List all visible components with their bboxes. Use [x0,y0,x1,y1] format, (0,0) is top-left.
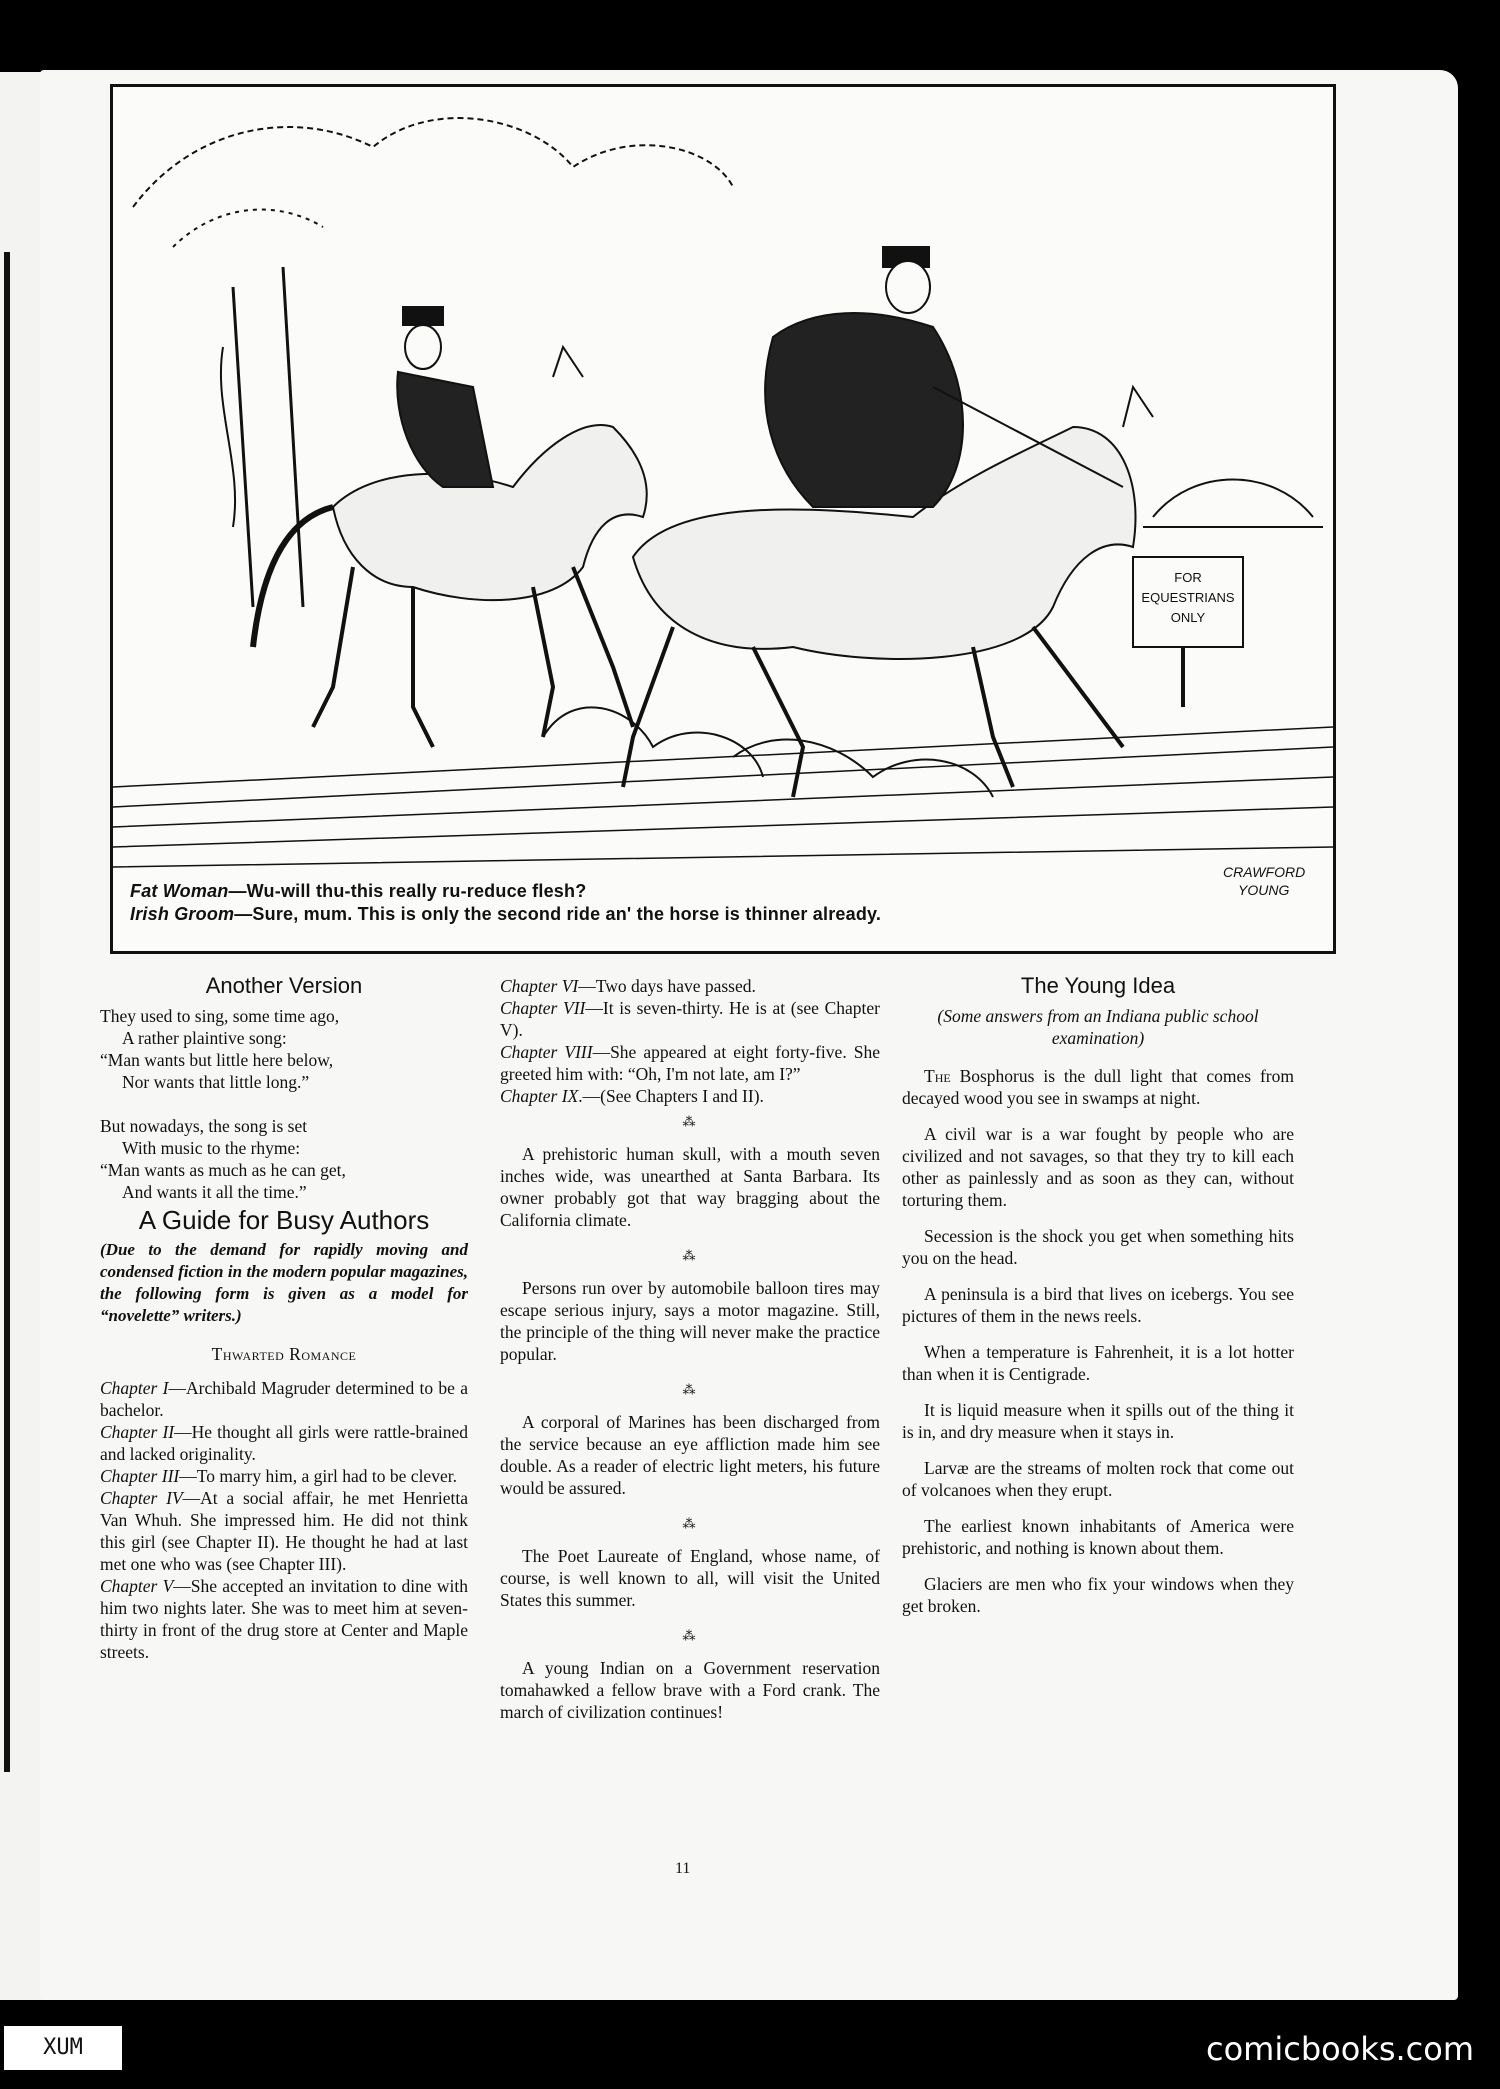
young-idea-intro: (Some answers from an Indiana public school examination) [937,1006,1259,1048]
guide-intro: (Due to the demand for rapidly moving and condensed fiction in the modern popular magazines, the following form is given as a model for “novelette” writers.) [100,1240,468,1325]
column-2 [500,975,880,1737]
news-item: Persons run over by automobile balloon tires may escape serious injury, says a motor magazine. Still, the principle of the thing will never make the practice popular. [500,1278,880,1364]
news-item: The Poet Laureate of England, whose name, of course, is well known to all, will visit the United States this summer. [500,1546,880,1610]
chapter-item: Chapter IV—At a social affair, he met Henrietta Van Whuh. She impressed him. He did not think this girl (see Chapter II). He thought he had at last met one who was (see Chapter III). [100,1488,468,1574]
cartoon-illustration [110,84,1336,954]
chapter-item: Chapter VIII—She appeared at eight forty-five. She greeted him with: “Oh, I'm not late, am I?” [500,1042,880,1084]
speaker-1-text: —Wu-will thu-this really ru-reduce flesh? [228,881,587,901]
column-1 [100,975,468,1663]
ornament-divider: ⁂ [682,1516,698,1531]
speaker-1: Fat Woman [130,881,229,901]
answer-item: The Bosphorus is the dull light that comes from decayed wood you see in swamps at night. [902,1066,1294,1108]
scan-tag: XUM [2,2024,124,2072]
news-item: A young Indian on a Government reservation tomahawked a fellow brave with a Ford crank. The march of civilization continues! [500,1658,880,1722]
horse-riders-drawing [113,87,1333,951]
chapter-item: Chapter IX.—(See Chapters I and II). [500,1086,764,1106]
chapter-item: Chapter II—He thought all girls were rattle-brained and lacked originality. [100,1422,468,1464]
speaker-2-text: —Sure, mum. This is only the second ride an' the horse is thinner already. [234,904,882,924]
news-item: A prehistoric human skull, with a mouth seven inches wide, was unearthed at Santa Barbara. Its owner probably got that way bragging about the California climate. [500,1144,880,1230]
chapter-item: Chapter V—She accepted an invitation to dine with him two nights later. She was to meet him at seven-thirty in front of the drug store at Center and Maple streets. [100,1576,468,1662]
ornament-divider: ⁂ [682,1628,698,1643]
answer-item: When a temperature is Fahrenheit, it is a lot hotter than when it is Centigrade. [902,1342,1294,1384]
site-watermark: comicbooks.com [1205,2030,1474,2068]
answer-item: Larvæ are the streams of molten rock that come out of volcanoes when they erupt. [902,1458,1294,1500]
answer-item: Secession is the shock you get when something hits you on the head. [902,1226,1294,1268]
answer-item: The earliest known inhabitants of America were prehistoric, and nothing is known about them. [902,1516,1294,1558]
answer-item: A civil war is a war fought by people who are civilized and not savages, so that they try to kill each other as painlessly and as soon as they can, without torturing them. [902,1124,1294,1210]
chapter-item: Chapter I—Archibald Magruder determined to be a bachelor. [100,1378,468,1420]
artist-signature-1: CRAWFORD [1223,864,1306,880]
answer-item: It is liquid measure when it spills out of the thing it is in, and dry measure when it stays in. [902,1400,1294,1442]
sign-line-2: EQUESTRIANS [1141,590,1235,605]
young-idea-title: The Young Idea [1020,973,1176,998]
cartoon-caption [130,880,881,926]
chapter-item: Chapter VI—Two days have passed. [500,976,756,996]
answer-item: Glaciers are men who fix your windows when they get broken. [902,1574,1294,1616]
ornament-divider: ⁂ [682,1248,698,1263]
sign-line-3: ONLY [1170,610,1206,625]
guide-title: A Guide for Busy Authors [138,1205,430,1235]
answer-item: A peninsula is a bird that lives on icebergs. You see pictures of them in the news reels. [902,1284,1294,1326]
page-number: 11 [675,1860,691,1877]
ornament-divider: ⁂ [682,1382,698,1397]
column-3 [902,975,1294,1631]
ornament-divider: ⁂ [682,1114,698,1129]
sign-line-1: FOR [1174,570,1202,585]
artist-signature-2: YOUNG [1238,882,1290,898]
chapter-item: Chapter VII—It is seven-thirty. He is at (see Chapter V). [500,998,880,1040]
poem: They used to sing, some time ago, A rather plaintive song: “Man wants but little here below, Nor wants that little long.” But nowadays, the song is set With music to the rhyme: “Man wants as much as he can get, And wants it all the time.” [100,1006,346,1202]
news-item: A corporal of Marines has been discharged from the service because an eye affliction made him see double. As a reader of electric light meters, his future would be assured. [500,1412,880,1498]
another-version-title: Another Version [205,973,363,998]
chapter-item: Chapter III—To marry him, a girl had to be clever. [100,1466,457,1486]
thwarted-romance-subtitle: Thwarted Romance [211,1344,357,1364]
speaker-2: Irish Groom [130,904,235,924]
